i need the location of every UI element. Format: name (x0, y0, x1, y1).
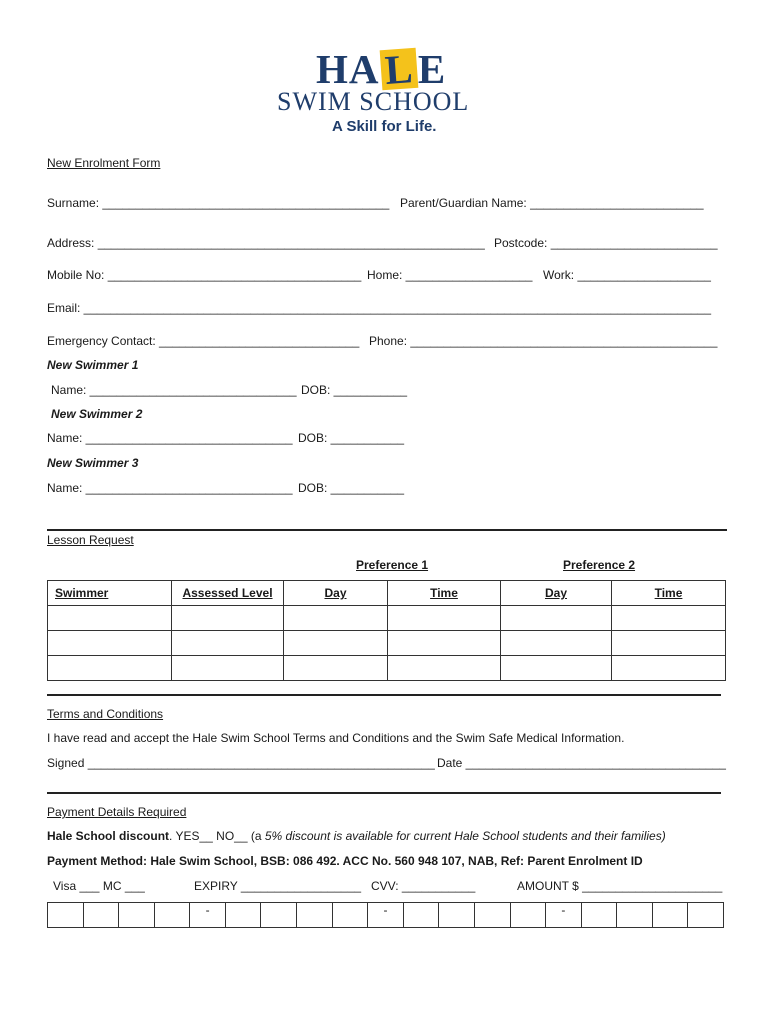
card-digit-box[interactable] (48, 903, 84, 928)
swimmer-3-name-field[interactable]: Name: _______________________________ (47, 481, 293, 495)
table-cell[interactable] (388, 606, 501, 631)
swimmer-2-dob-field[interactable]: DOB: ___________ (298, 431, 405, 445)
terms-title: Terms and Conditions (47, 707, 164, 721)
card-digit-box[interactable] (332, 903, 368, 928)
section-divider (47, 694, 721, 696)
card-digit-box[interactable] (510, 903, 546, 928)
discount-options[interactable]: . YES__ NO__ (a (169, 829, 265, 843)
address-field[interactable]: Address: __________________________________________________________ (47, 236, 485, 250)
work-phone-field[interactable]: Work: ____________________ (543, 268, 711, 282)
card-digit-box[interactable] (546, 903, 582, 928)
header-pref1-day: Day (284, 581, 388, 606)
preference-1-label: Preference 1 (356, 558, 429, 572)
card-digit-box[interactable] (581, 903, 617, 928)
terms-text: I have read and accept the Hale Swim School Terms and Conditions and the Swim Safe Medical Information. (47, 731, 625, 745)
card-type-field[interactable]: Visa ___ MC ___ (53, 879, 145, 893)
postcode-field[interactable]: Postcode: _________________________ (494, 236, 718, 250)
swimmer-1-name-field[interactable]: Name: _______________________________ (51, 383, 297, 397)
card-digit-box[interactable] (261, 903, 297, 928)
payment-method: Payment Method: Hale Swim School, BSB: 086 492. ACC No. 560 948 107, NAB, Ref: Parent Enrolment ID (47, 854, 643, 868)
card-digit-box[interactable] (368, 903, 404, 928)
discount-line (47, 829, 666, 844)
table-cell[interactable] (48, 656, 172, 681)
logo-tagline: A Skill for Life. (332, 118, 437, 135)
table-cell[interactable] (501, 631, 612, 656)
card-digit-box[interactable] (474, 903, 510, 928)
table-cell[interactable] (172, 656, 284, 681)
card-digit-box[interactable] (652, 903, 688, 928)
discount-label: Hale School discount (47, 829, 170, 843)
header-swimmer: Swimmer (48, 581, 172, 606)
lesson-request-title: Lesson Request (47, 533, 134, 547)
table-cell[interactable] (388, 631, 501, 656)
table-row (48, 656, 726, 681)
email-field[interactable]: Email: ______________________________________________________________________________________________ (47, 301, 712, 315)
home-phone-field[interactable]: Home: ___________________ (367, 268, 533, 282)
table-cell[interactable] (501, 656, 612, 681)
emergency-phone-field[interactable]: Phone: ______________________________________________ (369, 334, 718, 348)
logo-swim-school: SWIM SCHOOL (277, 87, 470, 116)
expiry-field[interactable]: EXPIRY __________________ (194, 879, 362, 893)
swimmer-3-heading: New Swimmer 3 (47, 456, 139, 470)
card-digit-box[interactable] (225, 903, 261, 928)
card-digit-box[interactable] (617, 903, 653, 928)
table-cell[interactable] (48, 606, 172, 631)
card-group-dash: - (205, 903, 210, 917)
table-cell[interactable] (612, 606, 726, 631)
card-digit-box[interactable] (439, 903, 475, 928)
table-cell[interactable] (172, 631, 284, 656)
form-title: New Enrolment Form (47, 156, 161, 170)
section-divider (47, 792, 721, 794)
table-cell[interactable] (172, 606, 284, 631)
card-number-boxes (47, 902, 724, 928)
table-row (48, 631, 726, 656)
amount-field[interactable]: AMOUNT $ _____________________ (517, 879, 723, 893)
date-field[interactable]: Date _______________________________________ (437, 756, 726, 770)
card-digit-box[interactable] (688, 903, 724, 928)
swimmer-3-dob-field[interactable]: DOB: ___________ (298, 481, 405, 495)
card-digit-box[interactable] (154, 903, 190, 928)
emergency-contact-field[interactable]: Emergency Contact: ______________________________ (47, 334, 360, 348)
table-cell[interactable] (388, 656, 501, 681)
header-pref1-time: Time (388, 581, 501, 606)
card-digit-box[interactable] (83, 903, 119, 928)
swimmer-1-dob-field[interactable]: DOB: ___________ (301, 383, 408, 397)
table-cell[interactable] (612, 631, 726, 656)
signed-field[interactable]: Signed ____________________________________________________ (47, 756, 435, 770)
payment-title: Payment Details Required (47, 805, 187, 819)
surname-field[interactable]: Surname: ___________________________________________ (47, 196, 390, 210)
card-digit-box[interactable] (190, 903, 226, 928)
logo-hale: HALE (316, 45, 447, 93)
table-cell[interactable] (612, 656, 726, 681)
table-cell[interactable] (501, 606, 612, 631)
card-group-dash: - (383, 903, 388, 917)
swimmer-2-heading: New Swimmer 2 (51, 407, 143, 421)
cvv-field[interactable]: CVV: ___________ (371, 879, 476, 893)
card-group-dash: - (561, 903, 566, 917)
mobile-field[interactable]: Mobile No: ______________________________________ (47, 268, 362, 282)
lesson-request-table (47, 580, 726, 681)
card-digit-box[interactable] (119, 903, 155, 928)
swimmer-1-heading: New Swimmer 1 (47, 358, 139, 372)
logo-l-box: L (379, 48, 418, 90)
preference-2-label: Preference 2 (563, 558, 636, 572)
table-row (48, 606, 726, 631)
header-assessed-level: Assessed Level (172, 581, 284, 606)
table-cell[interactable] (284, 606, 388, 631)
header-pref2-time: Time (612, 581, 726, 606)
card-digit-box[interactable] (403, 903, 439, 928)
header-pref2-day: Day (501, 581, 612, 606)
card-digit-box[interactable] (297, 903, 333, 928)
parent-name-field[interactable]: Parent/Guardian Name: __________________________ (400, 196, 704, 210)
swimmer-2-name-field[interactable]: Name: _______________________________ (47, 431, 293, 445)
table-cell[interactable] (48, 631, 172, 656)
section-divider (47, 529, 727, 531)
table-cell[interactable] (284, 656, 388, 681)
discount-note: 5% discount is available for current Hale School students and their families) (264, 829, 666, 843)
table-cell[interactable] (284, 631, 388, 656)
